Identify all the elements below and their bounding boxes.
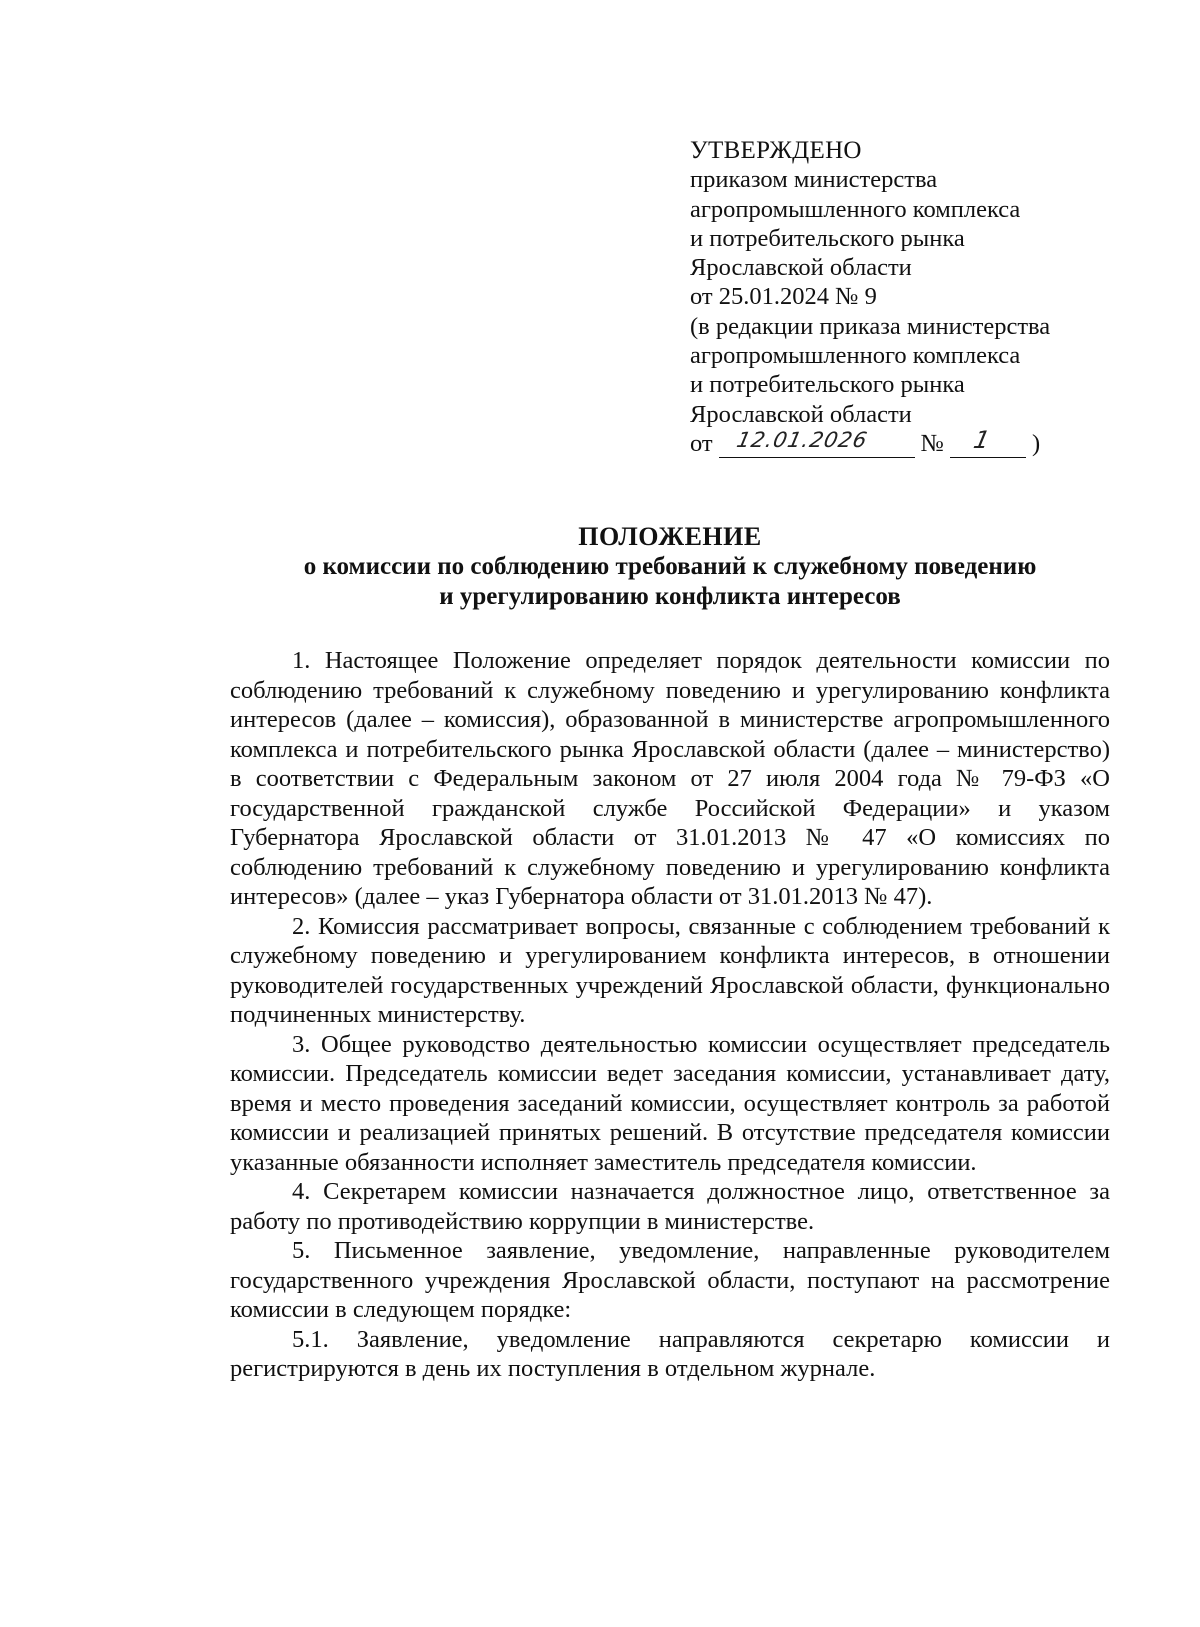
document-title: ПОЛОЖЕНИЕ: [578, 522, 762, 551]
approval-line: агропромышленного комплекса: [690, 342, 1021, 370]
closing-parenthesis: ): [1032, 429, 1041, 457]
approval-line: от 25.01.2024 № 9: [690, 283, 877, 311]
approval-line: Ярославской области: [690, 254, 912, 282]
document-subtitle-line-1: о комиссии по соблюдению требований к служебному поведению: [303, 553, 1037, 580]
approval-block: [690, 136, 1110, 458]
paragraph-5-1: 5.1. Заявление, уведомление направляются секретарю комиссии и регистрируются в день их поступления в отдельном журнале.: [230, 1325, 1110, 1382]
number-field: [950, 425, 1026, 458]
approval-line: и потребительского рынка: [690, 371, 965, 399]
document-body: [230, 646, 1110, 1384]
handwritten-number: 1: [971, 425, 994, 454]
handwritten-date: 12.01.2026: [734, 427, 870, 452]
document-subtitle-line-2: и урегулированию конфликта интересов: [439, 583, 901, 610]
signature-line: [690, 425, 1110, 458]
paragraph-4: 4. Секретарем комиссии назначается должностное лицо, ответственное за работу по противодействию коррупции в министерстве.: [230, 1178, 1110, 1235]
approval-line: приказом министерства: [690, 166, 938, 194]
date-field: [719, 427, 915, 458]
paragraph-3: 3. Общее руководство деятельностью комиссии осуществляет председатель комиссии. Председатель комиссии ведет заседания комиссии, устанавливает дату, время и место проведения заседаний комиссии, осуществляет контроль за работой комиссии и реализацией принятых решений. В отсутствие председателя комиссии указанные обязанности исполняет заместитель председателя комиссии.: [230, 1030, 1110, 1176]
approval-heading: УТВЕРЖДЕНО: [690, 137, 862, 164]
title-block: [230, 522, 1110, 612]
signature-prefix: от: [690, 429, 713, 457]
approval-line: Ярославской области: [690, 400, 912, 428]
approval-line: и потребительского рынка: [690, 224, 965, 252]
approval-line: (в редакции приказа министерства: [690, 312, 1051, 340]
paragraph-1: 1. Настоящее Положение определяет порядок деятельности комиссии по соблюдению требований к служебному поведению и урегулированию конфликта интересов (далее – комиссия), образованной в министерстве агропромышленного комплекса и потребительского рынка Ярославской области (далее – министерство) в соответствии с Федеральным законом от 27 июля 2004 года № 79-ФЗ «О государственной гражданской службе Российской Федерации» и указом Губернатора Ярославской области от 31.01.2013 № 47 «О комиссиях по соблюдению требований к служебному поведению и урегулированию конфликта интересов» (далее – указ Губернатора области от 31.01.2013 № 47).: [230, 647, 1110, 910]
paragraph-2: 2. Комиссия рассматривает вопросы, связанные с соблюдением требований к служебному поведению и урегулированием конфликта интересов, в отношении руководителей государственных учреждений Ярославской области, функционально подчиненных министерству.: [230, 912, 1110, 1028]
paragraph-5: 5. Письменное заявление, уведомление, направленные руководителем государственного учреждения Ярославской области, поступают на рассмотрение комиссии в следующем порядке:: [230, 1237, 1110, 1323]
approval-line: агропромышленного комплекса: [690, 195, 1021, 223]
number-label: №: [920, 429, 945, 457]
